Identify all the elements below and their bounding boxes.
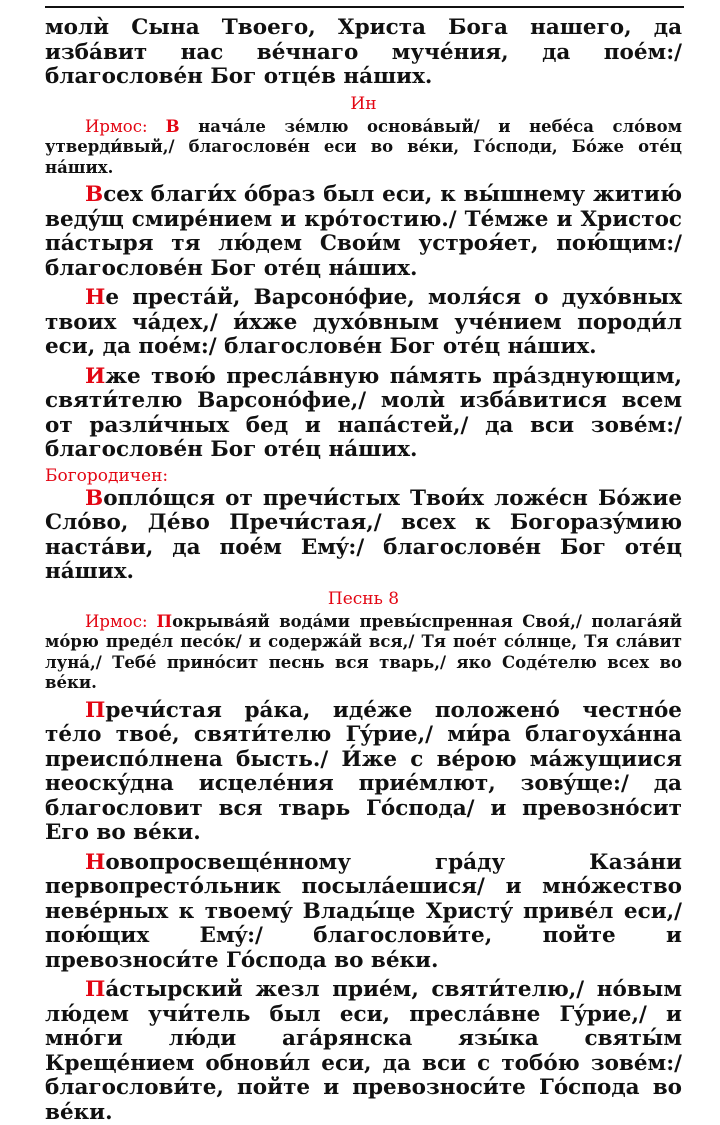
troparion-6 [45, 978, 682, 1125]
troparion-4-initial: П [85, 697, 106, 723]
troparion-5-initial: Н [85, 849, 106, 875]
troparion-6-text: áстырский жезл приéм, святи́телю,/ нóвым лю́дем учи́тель был еси, преслáвне Гýрие,/ и мнóги лю́ди агáрянска язы́ка святы́м Крещéнием обнови́л еси, да вси с тобóю зовéм:/ благослови́те, пойте и превознoси́те Гóспода во вéки. [45, 977, 682, 1125]
irmos-1-initial: В [165, 116, 180, 136]
ode7-end-heading: Ин [350, 93, 377, 114]
irmos-2 [45, 612, 682, 694]
troparion-2-text: е престáй, Варсонóфие, моля́ся о духóвных твоих чáдех,/ и́хже духóвным учéнием породи́л еси, да поéм:/ благословéн Бог отéц нáших. [45, 285, 682, 359]
troparion-1 [45, 183, 682, 281]
troparion-2 [45, 286, 682, 360]
irmos-2-text: окрывáяй водáми превы́спренная Своя́,/ полагáяй мóрю предéл песóк/ и содержáй вся,/ Тя поéт сóлнце, Тя слáвит лунá,/ Тебé принóсит песнь вся тварь,/ яко Содéтелю всех во вéки. [45, 611, 682, 692]
top-rule [45, 6, 684, 8]
irmos-2-label: Ирмос: [85, 611, 157, 631]
troparion-3 [45, 365, 682, 463]
troparion-5-text: овопросвещéнному грáду Казáни первопрестóльник посылáешися/ и мнóжество невéрных к твоемý Влады́це Христý привéл еси,/ пою́щих Емý:/ благослови́те, пойте и превознoси́те Гóспода во вéки. [45, 849, 682, 973]
troparion-2-initial: Н [85, 285, 106, 310]
theotokion-initial: В [85, 485, 104, 511]
troparion-1-text: сех благи́х óбраз был еси, к вы́шнему житию́ ведýщ смирéнием и крóтостию./ Тéмже и Христос пáстыря тя лю́дем Свои́м устроя́ет, пою́щим:/ благословéн Бог отéц нáших. [45, 182, 682, 281]
troparion-3-initial: И [85, 363, 106, 389]
troparion-4-text: речи́стая рáка, идéже положенó честнóе тéло твоé, святи́телю Гýрие,/ ми́ра благоухáнна преиспóлнена бысть./ И́же с вéрою мáжущиися неоскýдна исцелéния приéмлют, зовýще:/ да благословит вся тварь Гóспода/ и превознóсит Его во вéки. [45, 697, 682, 845]
intro-paragraph: молѝ Сына Твоего, Христа Бога нашего, да избáвит нас вéчнаго мучéния, да поéм:/ благословéн Бог отцéв нáших. [45, 15, 682, 89]
irmos-1 [45, 117, 682, 179]
troparion-5 [45, 851, 682, 974]
theotokion-label: Богородичен: [45, 465, 169, 486]
troparion-1-initial: В [85, 182, 104, 207]
theotokion-text: оплóщся от пречи́стых Твои́х ложéсн Бóжие Слóво, Дéво Пречи́стая,/ всех к Богоразýмию настáви, да поéм Емý:/ благословéн Бог отéц нáших. [45, 485, 682, 584]
troparion-4 [45, 699, 682, 846]
text-column [45, 16, 682, 1125]
irmos-2-initial: П [156, 611, 173, 631]
troparion-6-initial: П [85, 977, 106, 1002]
irmos-1-text: начáле зéмлю основáвый/ и небéса слóвом утверди́вый,/ благословéн еси во вéки, Гóсподи, Бóже отéц нáших. [45, 116, 682, 177]
ode8-heading: Песнь 8 [327, 588, 400, 609]
troparion-3-text: же твою́ преслáвную пáмять прáзднующим, святи́телю Варсонóфие,/ молѝ избáвитися всем от разли́чных бед и напáстей,/ да вси зовéм:/ благословéн Бог отéц нáших. [45, 363, 682, 462]
irmos-1-label: Ирмос: [85, 116, 166, 136]
theotokion [45, 487, 682, 585]
